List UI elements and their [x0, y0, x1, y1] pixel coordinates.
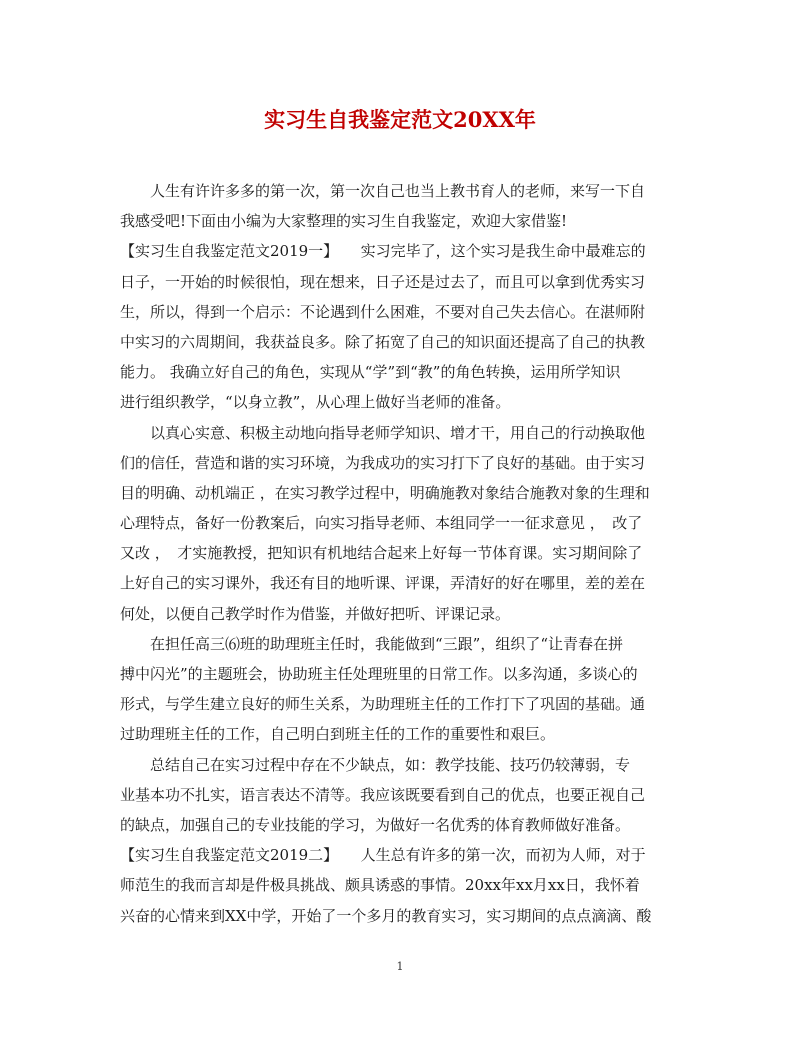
body-line: 目的明确、动机端正 ，在实习教学过程中，明确施教对象结合施教对象的生理和: [120, 483, 650, 502]
body-line: 们的信任，营造和谐的实习环境，为我成功的实习打下了良好的基础。由于实习: [120, 453, 646, 472]
document-title: 实习生自我鉴定范文20XX年: [264, 107, 536, 132]
body-line: 中实习的六周期间，我获益良多。除了拓宽了自己的知识面还提高了自己的执教: [120, 332, 646, 351]
body-line: 何处，以便自己教学时作为借鉴，并做好把听、评课记录。: [120, 604, 511, 623]
body-line: 进行组织教学，“以身立教”，从心理上做好当老师的准备。: [120, 393, 511, 412]
body-line: 日子，一开始的时候很怕，现在想来，日子还是过去了，而且可以拿到优秀实习: [120, 272, 646, 291]
body-line: 总结自己在实习过程中存在不少缺点，如：教学技能、技巧仍较薄弱，专: [120, 755, 631, 774]
body-line: 上好自己的实习课外，我还有目的地听课、评课，弄清好的好在哪里，差的差在: [120, 574, 646, 593]
body-line: 在担任高三⑹班的助理班主任时，我能做到“三跟”，组织了“让青春在拼: [120, 634, 624, 653]
body-line: 我感受吧!下面由小编为大家整理的实习生自我鉴定，欢迎大家借鉴!: [120, 212, 568, 231]
body-line: 生，所以，得到一个启示：不论遇到什么困难，不要对自己失去信心。在湛师附: [120, 302, 646, 321]
body-line: 心理特点，备好一份教案后，向实习指导老师、本组同学一一征求意见 ， 改了: [120, 514, 643, 533]
body-line: 兴奋的心情来到XX中学，开始了一个多月的教育实习，实习期间的点点滴滴、酸: [120, 906, 652, 925]
body-line: 形式，与学生建立良好的师生关系，为助理班主任的工作打下了巩固的基础。通: [120, 695, 646, 714]
body-line: 搏中闪光”的主题班会，协助班主任处理班里的日常工作。以多沟通，多谈心的: [120, 665, 638, 683]
body-line: 又改 ， 才实施教授，把知识有机地结合起来上好每一节体育课。实习期间除了: [120, 544, 643, 563]
page-number: 1: [396, 960, 404, 973]
body-line: 过助理班主任的工作，自己明白到班主任的工作的重要性和艰巨。: [120, 725, 556, 744]
body-line: 人生有许许多多的第一次，第一次自己也当上教书育人的老师，来写一下自: [120, 182, 646, 200]
body-line: 以真心实意、积极主动地向指导老师学知识、增才干，用自己的行动换取他: [120, 423, 646, 442]
body-line: 业基本功不扎实，语言表达不清等。我应该既要看到自己的优点，也要正视自己: [120, 785, 646, 804]
body-line: 【实习生自我鉴定范文2019二】 人生总有许多的第一次，而初为人师，对于: [120, 846, 646, 865]
body-line: 能力。 我确立好自己的角色，实现从“学”到“教”的角色转换，运用所学知识: [120, 363, 621, 382]
document-body: [120, 176, 684, 931]
body-line: 师范生的我而言却是件极具挑战、颇具诱惑的事情。20xx年xx月xx日，我怀着: [120, 876, 640, 895]
body-line: 的缺点，加强自己的专业技能的学习，为做好一名优秀的体育教师做好准备。: [120, 815, 631, 834]
body-line: 【实习生自我鉴定范文2019一】 实习完毕了，这个实习是我生命中最难忘的: [120, 242, 646, 261]
